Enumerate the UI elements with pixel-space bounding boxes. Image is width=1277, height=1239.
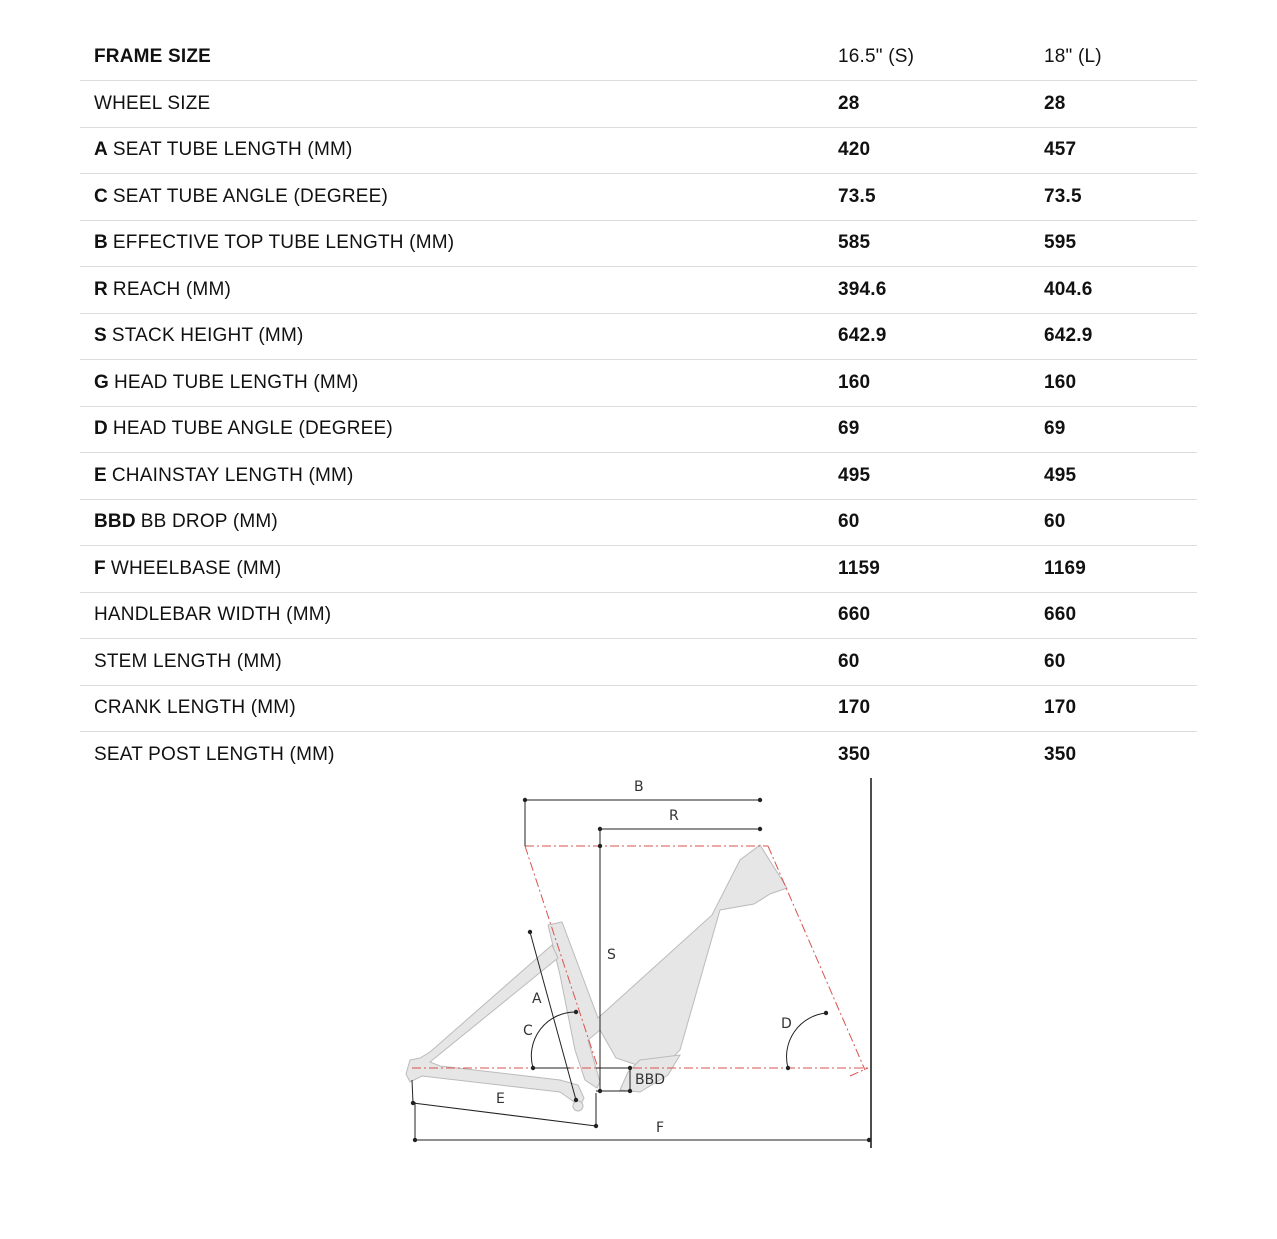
row-value-l: 28 <box>1030 81 1197 128</box>
dim-point <box>594 1124 598 1128</box>
dim-point <box>628 1066 632 1070</box>
row-label: EFFECTIVE TOP TUBE LENGTH (MM) <box>112 232 455 254</box>
dim-point <box>824 1011 828 1015</box>
dim-point <box>411 1101 415 1105</box>
row-label: STEM LENGTH (MM) <box>94 650 282 672</box>
row-label: STACK HEIGHT (MM) <box>111 325 304 347</box>
dim-point <box>598 827 602 831</box>
row-value-l: 60 <box>1030 639 1197 686</box>
dim-point <box>523 798 527 802</box>
label-f: F <box>656 1120 665 1136</box>
row-value-l: 595 <box>1030 220 1197 267</box>
label-r: R <box>669 808 679 824</box>
row-label: CRANK LENGTH (MM) <box>94 697 296 719</box>
row-code: A <box>94 139 108 161</box>
row-value-s: 69 <box>824 406 1030 453</box>
dim-point <box>531 1066 535 1070</box>
row-value-l: 1169 <box>1030 546 1197 593</box>
row-code: D <box>94 418 108 440</box>
bike-frame <box>406 845 787 1111</box>
dim-point <box>786 1066 790 1070</box>
row-value-s: 160 <box>824 360 1030 407</box>
dim-point <box>758 798 762 802</box>
dim-e-left <box>412 1080 413 1103</box>
row-value-s: 170 <box>824 685 1030 732</box>
dimension-lines <box>412 778 871 1148</box>
dim-point <box>598 1089 602 1093</box>
row-value-s: 585 <box>824 220 1030 267</box>
row-label: CHAINSTAY LENGTH (MM) <box>111 464 354 486</box>
row-value-s: 60 <box>824 499 1030 546</box>
row-value-s: 60 <box>824 639 1030 686</box>
wheelbase-end-line <box>850 1068 868 1076</box>
frame-stays <box>406 945 584 1106</box>
row-code: BBD <box>94 511 136 533</box>
label-a: A <box>532 991 542 1007</box>
label-d: D <box>781 1016 792 1032</box>
row-value-l: 160 <box>1030 360 1197 407</box>
row-value-l: 660 <box>1030 592 1197 639</box>
row-label: HEAD TUBE ANGLE (DEGREE) <box>112 418 393 440</box>
row-code: E <box>94 464 107 486</box>
row-code: G <box>94 371 109 393</box>
header-size-s: 16.5" (S) <box>838 46 915 67</box>
rear-dropout <box>573 1101 583 1111</box>
row-value-s: 73.5 <box>824 174 1030 221</box>
dim-point <box>528 930 532 934</box>
row-label: WHEELBASE (MM) <box>110 557 282 579</box>
dim-point <box>413 1138 417 1142</box>
row-value-s: 1159 <box>824 546 1030 593</box>
row-value-l: 350 <box>1030 732 1197 779</box>
label-e: E <box>496 1091 505 1107</box>
header-size-l: 18" (L) <box>1044 46 1102 67</box>
row-value-l: 404.6 <box>1030 267 1197 314</box>
label-b: B <box>634 779 644 795</box>
dim-point <box>758 827 762 831</box>
row-label: REACH (MM) <box>112 278 232 300</box>
row-label: HEAD TUBE LENGTH (MM) <box>113 371 359 393</box>
row-value-s: 642.9 <box>824 313 1030 360</box>
row-label: SEAT TUBE ANGLE (DEGREE) <box>112 185 389 207</box>
row-label: WHEEL SIZE <box>94 92 211 114</box>
dim-d-arc <box>787 1013 826 1068</box>
row-code: C <box>94 185 108 207</box>
row-value-s: 495 <box>824 453 1030 500</box>
dim-point <box>574 1010 578 1014</box>
row-value-s: 350 <box>824 732 1030 779</box>
row-value-l: 69 <box>1030 406 1197 453</box>
dim-point <box>598 844 602 848</box>
row-value-l: 170 <box>1030 685 1197 732</box>
row-value-l: 642.9 <box>1030 313 1197 360</box>
row-code: S <box>94 325 107 347</box>
row-code: F <box>94 557 106 579</box>
row-value-s: 660 <box>824 592 1030 639</box>
frame-main-triangle <box>548 845 787 1088</box>
row-label: BB DROP (MM) <box>140 511 278 533</box>
label-c: C <box>523 1023 533 1039</box>
head-tube-geometry-line <box>768 846 865 1070</box>
row-value-s: 28 <box>824 81 1030 128</box>
row-label: SEAT POST LENGTH (MM) <box>94 744 335 765</box>
label-s: S <box>607 947 616 963</box>
header-frame-size: FRAME SIZE <box>94 46 212 67</box>
dim-point <box>867 1138 871 1142</box>
row-value-l: 60 <box>1030 499 1197 546</box>
row-code: B <box>94 232 108 254</box>
label-bbd: BBD <box>635 1072 665 1088</box>
row-code: R <box>94 278 108 300</box>
row-value-l: 495 <box>1030 453 1197 500</box>
row-label: HANDLEBAR WIDTH (MM) <box>94 604 332 626</box>
row-value-l: 73.5 <box>1030 174 1197 221</box>
row-value-s: 394.6 <box>824 267 1030 314</box>
row-label: SEAT TUBE LENGTH (MM) <box>112 139 353 161</box>
row-value-s: 420 <box>824 127 1030 174</box>
dim-point <box>574 1098 578 1102</box>
row-value-l: 457 <box>1030 127 1197 174</box>
dim-point <box>628 1089 632 1093</box>
